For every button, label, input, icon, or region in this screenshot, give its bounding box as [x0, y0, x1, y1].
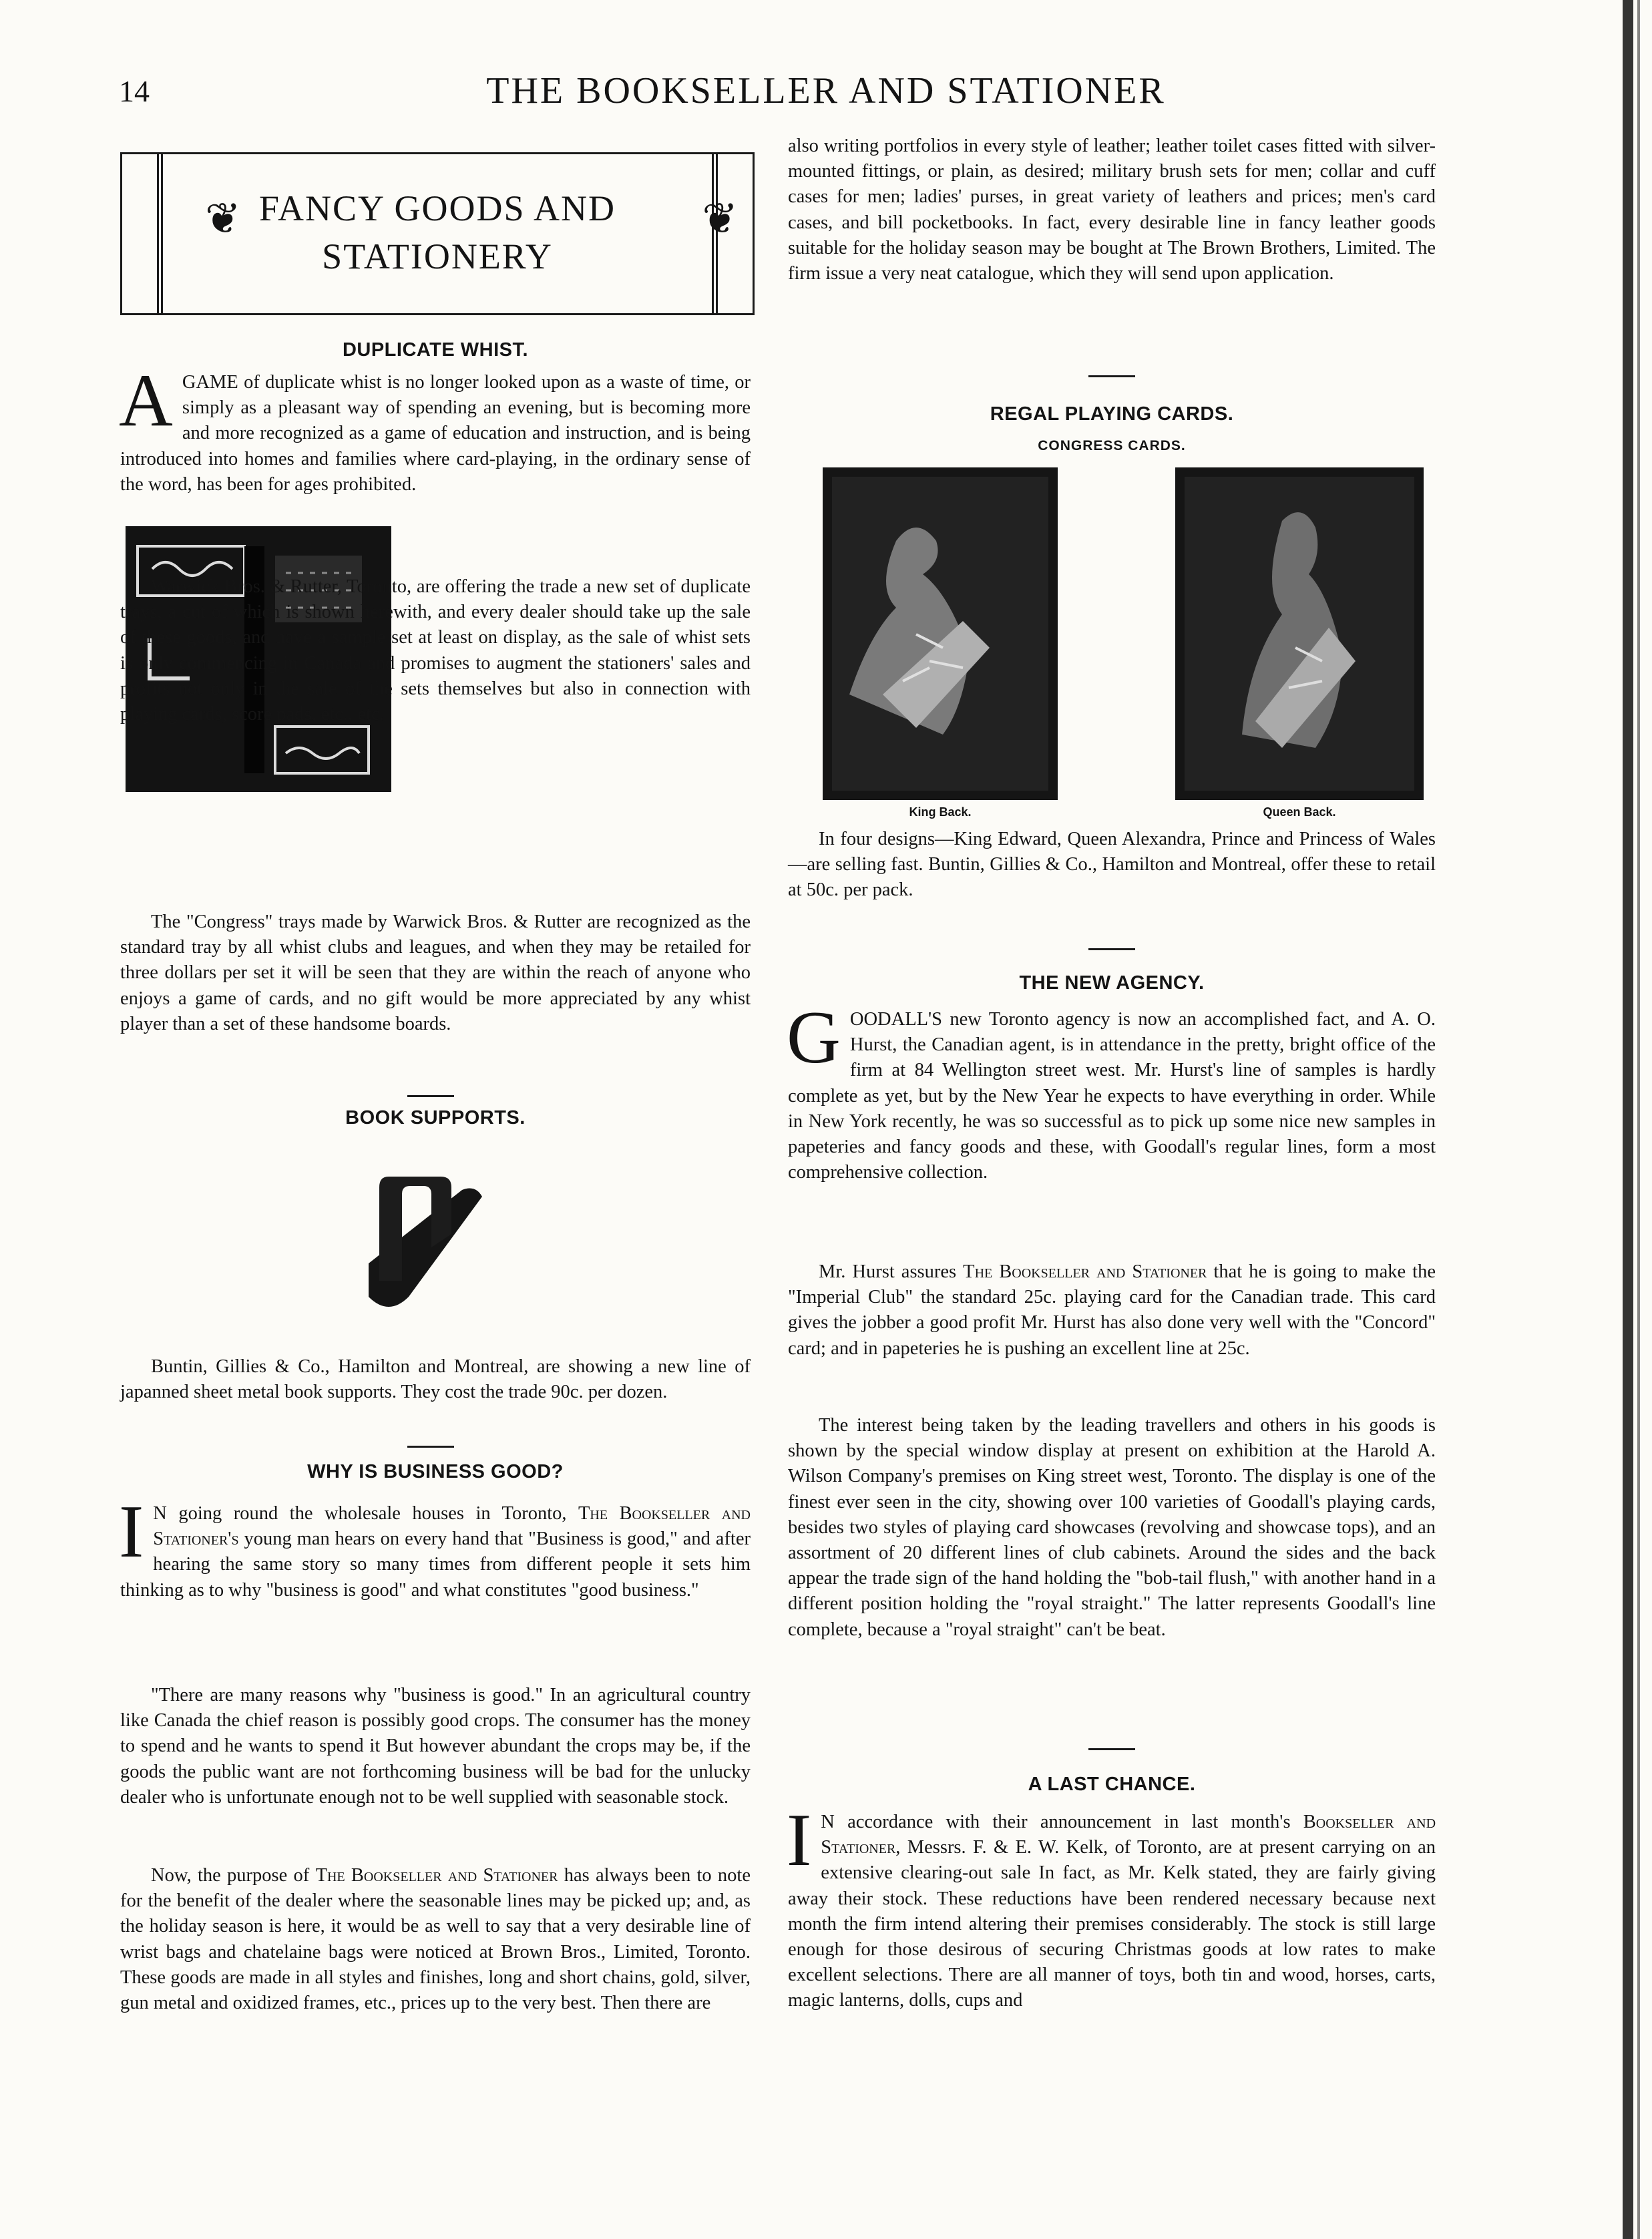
- ornament-left-icon: ❦: [205, 195, 241, 242]
- book-support-image: [342, 1163, 522, 1330]
- new-agency-paragraph-3: The interest being taken by the leading travellers and others in his goods is shown by the special window display at present on exhibition at the Harold A. Wilson Company's premises on King street west, Toronto. The display is one of the finest ever seen in the city, showing over 100 varieties of Goodall's playing cards, besides two styles of playing card showcases (revolving and showcase tops), and an assortment of 20 different lines of club cabinets. Around the sides and the back appear the trade sign of the hand holding the "bob-tail flush," with another hand in a different position holding the "royal straight." The latter represents Goodall's line complete, because a "royal straight" can't be beat.: [788, 1415, 1436, 1640]
- heading-new-agency: THE NEW AGENCY.: [1019, 972, 1205, 994]
- dropcap-a: A: [119, 359, 173, 442]
- dropcap-i: I: [119, 1490, 144, 1573]
- section-title-box: [120, 152, 755, 315]
- heading-why-business-good: WHY IS BUSINESS GOOD?: [307, 1461, 564, 1482]
- heading-regal-playing-cards: REGAL PLAYING CARDS.: [990, 403, 1234, 425]
- caption-king-back: King Back.: [909, 805, 972, 819]
- dropcap-i-2: I: [787, 1799, 812, 1882]
- scan-edge: [1623, 0, 1633, 2239]
- page-number: 14: [119, 74, 150, 108]
- heading-duplicate-whist: DUPLICATE WHIST.: [342, 339, 529, 361]
- heading-book-supports: BOOK SUPPORTS.: [345, 1107, 526, 1129]
- subheading-congress-cards: CONGRESS CARDS.: [1038, 438, 1186, 453]
- section-title-line2: STATIONERY: [322, 236, 553, 276]
- duplicate-whist-paragraph-1: A GAME of duplicate whist is no longer looked upon as a waste of time, or simply as a pleasant way of spending an evening, but is becoming more and more recognized as a game of education and instruction, and is being introduced into homes and families where card-playing, in the ordinary sense of the word, has been for ages prohibited.: [119, 359, 751, 495]
- caption-queen-back: Queen Back.: [1263, 805, 1336, 819]
- queen-back-card-image: [1175, 467, 1424, 800]
- business-good-paragraph-3: Now, the purpose of The Bookseller and Stationer has always been to note for the benefit of the dealer where the seasonable lines may be picked up; and, as the holiday season is here, it would be as well to say that a very desirable line of wrist bags and chatelaine bags were noticed at Brown Bros., Limited, Toronto. These goods are made in all styles and finishes, long and short chains, gold, silver, gun metal and oxidized frames, etc., prices up to the very best. Then there are: [120, 1865, 751, 2014]
- scan-edge-thin: [1637, 0, 1640, 2239]
- continued-paragraph: also writing portfolios in every style of leather; leather toilet cases fitted with silver-mounted fittings, or plain, as desired; military brush sets for men; collar and cuff cases for men; ladies' purses, in great variety of leathers and prices; men's card cases, and bill pocketbooks. In fact, every desirable line in fancy leather goods suitable for the holiday season may be bought at The Brown Brothers, Limited. The firm issue a very neat catalogue, which they will send upon application.: [788, 136, 1436, 284]
- new-agency-paragraph-2: Mr. Hurst assures The Bookseller and Stationer that he is going to make the "Imperial Club" the standard 25c. playing card for the Canadian trade. This card gives the jobber a good profit Mr. Hurst has also done very well with the "Concord" card; and in papeteries he is pushing an excellent line at 25c.: [788, 1261, 1436, 1359]
- heading-last-chance: A LAST CHANCE.: [1028, 1774, 1196, 1795]
- business-good-paragraph-1: I N going round the wholesale houses in Toronto, The Bookseller and Stationer's young man hears on every hand that "Business is good," and after hearing the same story so many times from different people it sets him thinking as to why "business is good" and what constitutes "good business.": [119, 1490, 751, 1601]
- running-title: THE BOOKSELLER AND STATIONER: [486, 70, 1166, 112]
- duplicate-whist-paragraph-2: Warwick Bros. & Rutter, Toronto, are offering the trade a new set of duplicate trays, a cut of which is shown herewith, and every dealer should take up the sale of these goods, and have a sample set at least on display, as the sale of whist sets is only commencing in Canada and promises to augment the stationers' sales and profits not only in the sale of the sets themselves but also in connection with playing cards, score pads, etc., etc.: [120, 576, 751, 725]
- book-supports-paragraph: Buntin, Gillies & Co., Hamilton and Montreal, are showing a new line of japanned sheet metal book supports. They cost the trade 90c. per dozen.: [120, 1356, 751, 1403]
- new-agency-paragraph-1: GOODALL'S new Toronto agency is now an accomplished fact, and A. O. Hurst, the Canadian agent, is in attendance in the pretty, bright office of the firm at 84 Wellington street west. Mr. Hurst's line of samples is hardly complete as yet, but by the New Year he expects to have everything in order. While in New York recently, he was so successful as to pick up some nice new samples in papeteries and fancy goods and these, with Goodall's regular lines, form a most comprehensive collection.: [787, 996, 1436, 1183]
- business-good-paragraph-2: "There are many reasons why "business is good." In an agricultural country like Canada the chief reason is possibly good crops. The consumer has the money to spend and he wants to spend it But however abundant the crops may be, if the goods the public want are not forthcoming business will be bad for the unlucky dealer who is unfortunate enough not to be well supplied with seasonable stock.: [120, 1685, 751, 1808]
- king-back-card-image: [823, 467, 1058, 800]
- last-chance-paragraph: I N accordance with their announcement in last month's Bookseller and Stationer, Messrs. F. & E. W. Kelk, of Toronto, are at present carrying on an extensive clearing-out sale In fact, as Mr. Kelk stated, they are fairly giving away their stock. These reductions have been rendered necessary because next month the firm intend altering their premises considerably. The stock is still large enough for those desirous of securing Christmas goods at low rates to make excellent selections. There are all manner of toys, both tin and wood, horses, carts, magic lanterns, dolls, cups and: [787, 1799, 1436, 2011]
- ornament-right-icon: ❦: [702, 195, 738, 242]
- section-title-line1: FANCY GOODS AND: [258, 188, 616, 228]
- duplicate-whist-paragraph-3: The "Congress" trays made by Warwick Bros. & Rutter are recognized as the standard tray by all whist clubs and leagues, and when they may be retailed for three dollars per set it will be seen that they are within the reach of anyone who enjoys a game of cards, and no gift would be more appreciated by any whist player than a set of these handsome boards.: [120, 911, 751, 1034]
- dropcap-g: G: [787, 996, 841, 1079]
- regal-cards-paragraph: In four designs—King Edward, Queen Alexandra, Prince and Princess of Wales—are selling fast. Buntin, Gillies & Co., Hamilton and Montreal, offer these to retail at 50c. per pack.: [788, 829, 1436, 901]
